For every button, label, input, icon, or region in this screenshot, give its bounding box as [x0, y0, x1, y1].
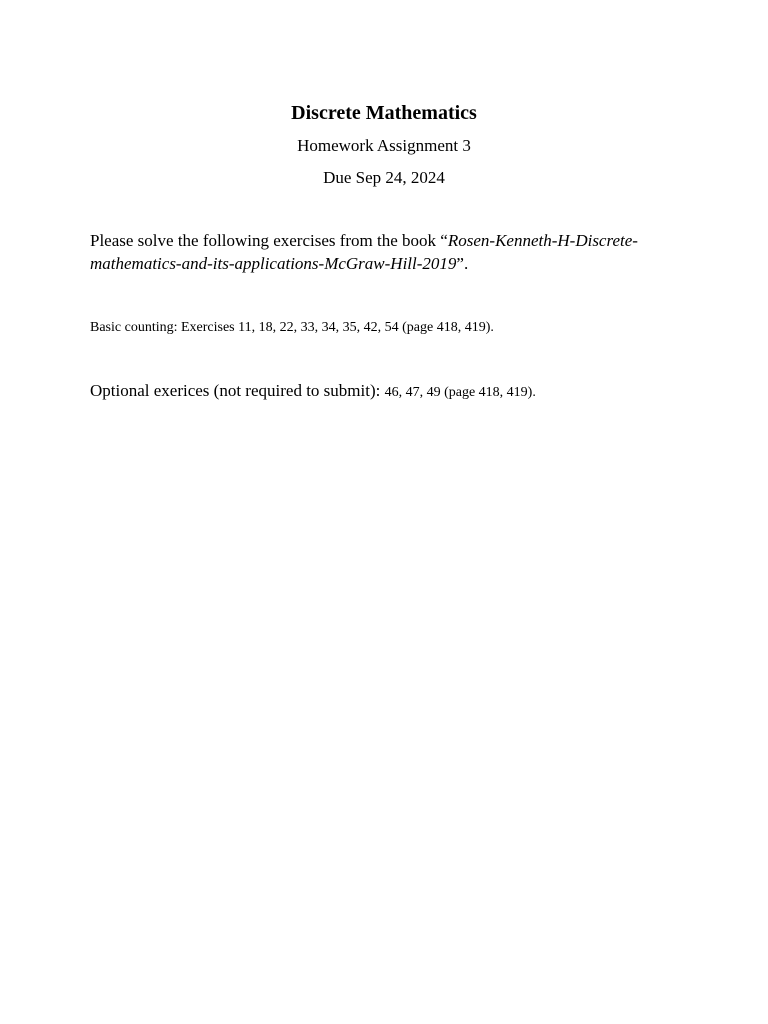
intro-suffix: ”.	[456, 254, 469, 273]
assignment-subtitle: Homework Assignment 3	[297, 136, 471, 155]
due-date: Due Sep 24, 2024	[323, 168, 445, 187]
intro-prefix: Please solve the following exercises from the book “	[90, 231, 448, 250]
intro-paragraph	[90, 229, 680, 275]
document-title: Discrete Mathematics	[291, 102, 477, 124]
basic-counting-line: Basic counting: Exercises 11, 18, 22, 33, 34, 35, 42, 54 (page 418, 419).	[90, 320, 494, 335]
optional-exercises-line	[90, 380, 710, 404]
optional-label: Optional exerices (not required to submit):	[90, 381, 385, 400]
book-title: Rosen-Kenneth-H-Discrete-mathematics-and-its-applications-McGraw-Hill-2019	[90, 231, 638, 273]
optional-items: 46, 47, 49 (page 418, 419).	[384, 385, 536, 400]
